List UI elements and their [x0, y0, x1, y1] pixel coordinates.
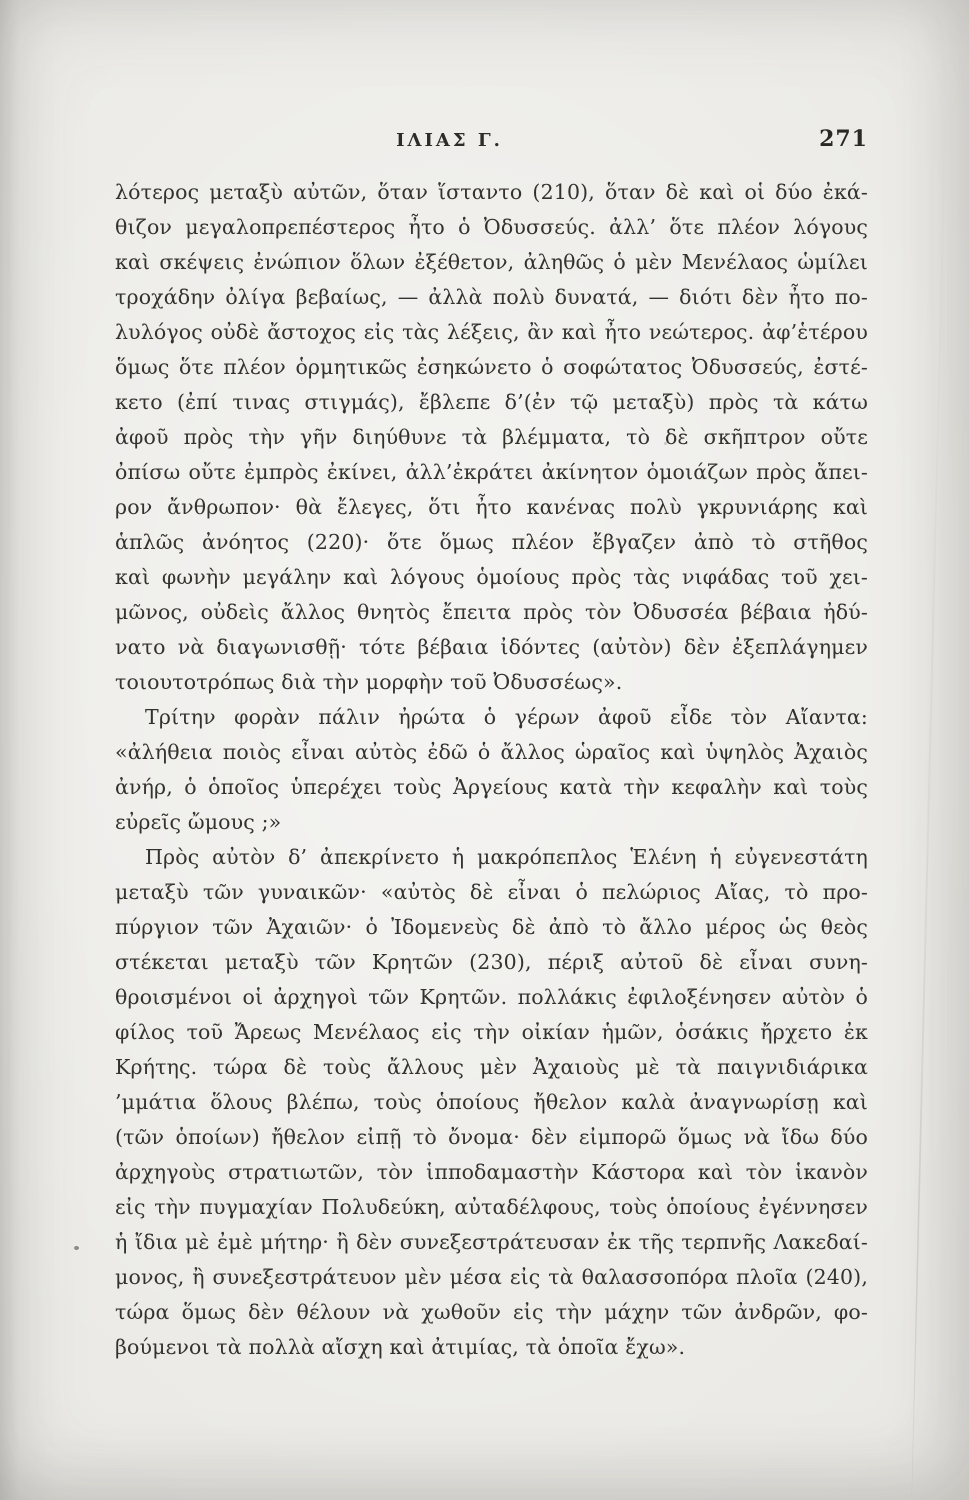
text-line: θιζον μεγαλοπρεπέστερος ἦτο ὁ Ὀδυσσεύς. ἀλλ’ ὅτε πλέον λόγους	[115, 215, 868, 239]
paragraph	[115, 840, 868, 1365]
text-block	[115, 175, 868, 1365]
text-line: εἰς τὴν πυγμαχίαν Πολυδεύκη, αὐταδέλφους, τοὺς ὁποίους ἐγέννησεν	[115, 1195, 868, 1219]
text-line: μονος, ἢ συνεξεστράτευον μὲν μέσα εἰς τὰ θαλασσοπόρα πλοῖα (240),	[115, 1265, 868, 1289]
text-line: ἁπλῶς ἀνόητος (220)· ὅτε ὅμως πλέον ἔβγαζεν ἀπὸ τὸ στῆθος	[115, 530, 868, 554]
text-line: μῶνος, οὐδεὶς ἄλλος θνητὸς ἔπειτα πρὸς τὸν Ὀδυσσέα βέβαια ἠδύ-	[115, 600, 868, 624]
paper-speck	[74, 1246, 79, 1250]
text-line: ἀφοῦ πρὸς τὴν γῆν διηύθυνε τὰ βλέμματα, τὸ δὲ σκῆπτρον οὔτε	[115, 425, 868, 449]
text-line: ἀρχηγοὺς στρατιωτῶν, τὸν ἱπποδαμαστὴν Κάστορα καὶ τὸν ἱκανὸν	[115, 1160, 868, 1184]
text-line: τώρα ὅμως δὲν θέλουν νὰ χωθοῦν εἰς τὴν μάχην τῶν ἀνδρῶν, φο-	[115, 1300, 868, 1324]
chapter-title: ΙΛΙΑΣ Γ.	[396, 130, 503, 151]
text-line: βούμενοι τὰ πολλὰ αἴσχη καὶ ἀτιμίας, τὰ ὁποῖα ἔχω».	[115, 1335, 686, 1359]
page-number: 271	[819, 126, 868, 152]
text-line: φίλος τοῦ Ἄρεως Μενέλαος εἰς τὴν οἰκίαν ἡμῶν, ὁσάκις ἤρχετο ἐκ	[115, 1020, 868, 1044]
text-line: στέκεται μεταξὺ τῶν Κρητῶν (230), πέριξ αὐτοῦ δὲ εἶναι συνη-	[115, 950, 868, 974]
text-line: τροχάδην ὀλίγα βεβαίως, — ἀλλὰ πολὺ δυνατά, — διότι δὲν ἦτο πο-	[115, 285, 868, 309]
text-line: λότερος μεταξὺ αὐτῶν, ὅταν ἵσταντο (210), ὅταν δὲ καὶ οἱ δύο ἐκά-	[115, 180, 868, 204]
text-line: Πρὸς αὐτὸν δ’ ἀπεκρίνετο ἡ μακρόπεπλος Ἑλένη ἡ εὐγενεστάτη	[145, 845, 868, 869]
text-line: (τῶν ὁποίων) ἤθελον εἰπῇ τὸ ὄνομα· δὲν εἰμπορῶ ὅμως νὰ ἴδω δύο	[115, 1125, 868, 1149]
text-line: «ἀλήθεια ποιὸς εἶναι αὐτὸς ἐδῶ ὁ ἄλλος ὡραῖος καὶ ὑψηλὸς Ἀχαιὸς	[115, 740, 868, 764]
text-line: καὶ φωνὴν μεγάλην καὶ λόγους ὁμοίους πρὸς τὰς νιφάδας τοῦ χει-	[115, 565, 868, 589]
text-line: ρον ἄνθρωπον· θὰ ἔλεγες, ὅτι ἦτο κανένας πολὺ γκρυνιάρης καὶ	[115, 495, 868, 519]
paragraph	[115, 175, 868, 700]
text-line: νατο νὰ διαγωνισθῇ· τότε βέβαια ἰδόντες (αὐτὸν) δὲν ἐξεπλάγημεν	[115, 635, 868, 659]
text-line: ὅμως ὅτε πλέον ὁρμητικῶς ἐσηκώνετο ὁ σοφώτατος Ὀδυσσεύς, ἐστέ-	[115, 355, 868, 379]
text-line: Τρίτην φορὰν πάλιν ἠρώτα ὁ γέρων ἀφοῦ εἶδε τὸν Αἴαντα:	[145, 705, 868, 729]
text-line: καὶ σκέψεις ἐνώπιον ὅλων ἐξέθετον, ἀληθῶς ὁ μὲν Μενέλαος ὡμίλει	[115, 250, 868, 274]
text-line: λυλόγος οὐδὲ ἄστοχος εἰς τὰς λέξεις, ἂν καὶ ἦτο νεώτερος. ἀφ’ἑτέρου	[115, 320, 868, 344]
text-line: κετο (ἐπί τινας στιγμάς), ἔβλεπε δ’(ἐν τῷ μεταξὺ) πρὸς τὰ κάτω	[115, 390, 868, 414]
page-crease-line	[911, 0, 950, 1500]
text-line: Κρήτης. τώρα δὲ τοὺς ἄλλους μὲν Ἀχαιοὺς μὲ τὰ παιγνιδιάρικα	[115, 1055, 868, 1079]
text-line: μεταξὺ τῶν γυναικῶν· «αὐτὸς δὲ εἶναι ὁ πελώριος Αἴας, τὸ προ-	[115, 880, 868, 904]
text-line: θροισμένοι οἱ ἀρχηγοὶ τῶν Κρητῶν. πολλάκις ἐφιλοξένησεν αὐτὸν ὁ	[115, 985, 868, 1009]
text-line: ὀπίσω οὔτε ἐμπρὸς ἐκίνει, ἀλλ’ἐκράτει ἀκίνητον ὁμοιάζων πρὸς ἄπει-	[115, 460, 868, 484]
paragraph	[115, 700, 868, 840]
text-line: ἀνήρ, ὁ ὁποῖος ὑπερέχει τοὺς Ἀργείους κατὰ τὴν κεφαλὴν καὶ τοὺς	[115, 775, 868, 799]
text-line: ἡ ἴδια μὲ ἐμὲ μήτηρ· ἢ δὲν συνεξεστράτευσαν ἐκ τῆς τερπνῆς Λακεδαί-	[115, 1230, 868, 1254]
running-head	[115, 126, 868, 152]
text-line: ’μμάτια ὅλους βλέπω, τοὺς ὁποίους ἤθελον καλὰ ἀναγνωρίσῃ καὶ	[115, 1090, 868, 1114]
text-line: τοιουτοτρόπως διὰ τὴν μορφὴν τοῦ Ὀδυσσέως».	[115, 670, 623, 694]
text-line: πύργιον τῶν Ἀχαιῶν· ὁ Ἰδομενεὺς δὲ ἀπὸ τὸ ἄλλο μέρος ὡς θεὸς	[115, 915, 868, 939]
text-line: εὐρεῖς ὤμους ;»	[115, 810, 282, 834]
